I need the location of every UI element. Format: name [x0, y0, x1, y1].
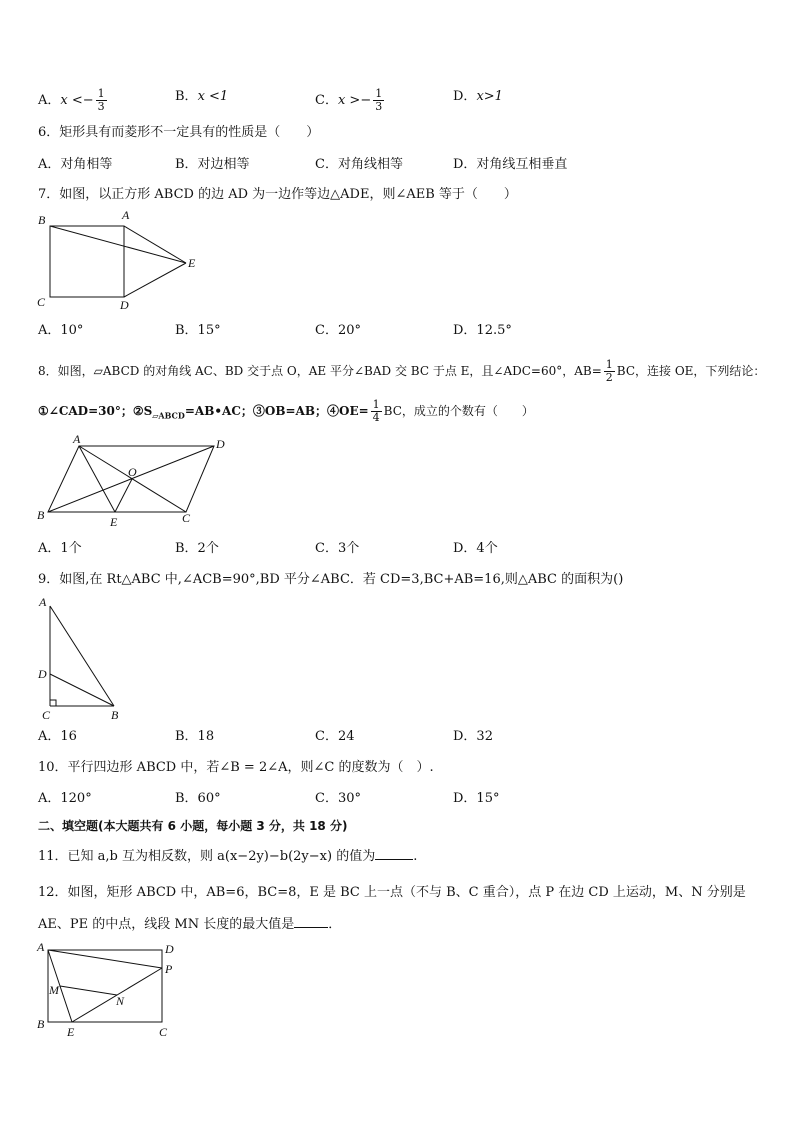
q9-figure — [34, 592, 134, 724]
q9-option-d: D．32 — [453, 729, 493, 744]
q8-option-d: D．4个 — [453, 541, 498, 556]
q7-label-a: A — [122, 208, 130, 222]
q10-option-c: C．30° — [315, 791, 361, 806]
q11-stem: 11．已知 a,b 互为相反数，则 a(x−2y)−b(2y−x) 的值为 . — [38, 849, 418, 864]
q7-stem: 7．如图，以正方形 ABCD 的边 AD 为一边作等边△ADE，则∠AEB 等于（ ） — [38, 187, 517, 202]
q7-label-e: E — [188, 256, 196, 270]
q7-option-c: C．20° — [315, 323, 361, 338]
q8-figure — [34, 432, 234, 532]
q8-label-o: O — [128, 465, 137, 479]
q10-option-b: B．60° — [175, 791, 221, 806]
q7-label-b: B — [38, 213, 46, 227]
q10-stem: 10．平行四边形 ABCD 中，若∠B = 2∠A，则∠C 的度数为（ ）. — [38, 760, 434, 775]
q9-stem: 9．如图,在 Rt△ABC 中,∠ACB=90°,BD 平分∠ABC．若 CD=3,BC+AB=16,则△ABC 的面积为() — [38, 572, 624, 587]
section-heading: 二、填空题(本大题共有 6 小题，每小题 3 分，共 18 分) — [38, 819, 348, 833]
q9-label-b: B — [111, 708, 119, 722]
q9-label-c: C — [42, 708, 51, 722]
q8-label-c: C — [182, 511, 191, 525]
q8-option-c: C．3个 — [315, 541, 360, 556]
q12-label-c: C — [159, 1025, 168, 1039]
q12-label-d: D — [165, 942, 174, 956]
q9-label-d: D — [38, 667, 47, 681]
q12-label-e: E — [67, 1025, 75, 1039]
q8-label-e: E — [110, 515, 118, 529]
q11-answer-blank[interactable] — [375, 847, 413, 860]
q5-option-d: D．x>1 — [453, 89, 503, 104]
q9-label-a: A — [39, 595, 47, 609]
q8-label-a: A — [73, 432, 81, 446]
q8-label-b: B — [37, 508, 45, 522]
q8-label-d: D — [216, 437, 225, 451]
q7-option-b: B．15° — [175, 323, 221, 338]
q7-option-d: D．12.5° — [453, 323, 512, 338]
q12-label-n: N — [116, 994, 125, 1008]
q5-option-b: B．x <1 — [175, 89, 229, 104]
q5-option-c: C．x >− $\frac{1}{3}$ — [315, 87, 383, 113]
q5-option-a: A．x <− $\frac{1}{3}$ — [38, 87, 105, 113]
q10-option-d: D．15° — [453, 791, 500, 806]
q6-option-a: A．对角相等 — [38, 157, 113, 172]
q8-conclusions: ①∠CAD=30°；$②S_{▱ABCD}=AB•AC$；③OB=AB；④OE= $\frac{1}{4}$ BC，成立的个数有（ ） — [38, 398, 534, 424]
q10-option-a: A．120° — [38, 791, 92, 806]
q6-stem: 6．矩形具有而菱形不一定具有的性质是（ ） — [38, 125, 320, 140]
q7-label-c: C — [37, 295, 46, 309]
q8-option-b: B．2个 — [175, 541, 219, 556]
q12-answer-blank[interactable] — [294, 915, 328, 928]
q12-stem-line1: 12．如图，矩形 ABCD 中，AB=6，BC=8，E 是 BC 上一点（不与 B、C 重合），点 P 在边 CD 上运动，M、N 分别是 — [38, 885, 746, 900]
q7-label-d: D — [120, 298, 129, 312]
q9-option-c: C．24 — [315, 729, 355, 744]
q9-option-b: B．18 — [175, 729, 215, 744]
q7-figure — [34, 208, 204, 314]
q8-stem: 8．如图，▱ABCD 的对角线 AC、BD 交于点 O，AE 平分∠BAD 交 BC 于点 E，且∠ADC=60°，AB= $\frac{1}{2}$ BC，连接 OE，下列结论： — [38, 358, 766, 384]
q12-label-a: A — [37, 940, 45, 954]
q6-option-b: B．对边相等 — [175, 157, 250, 172]
q9-option-a: A．16 — [38, 729, 77, 744]
q12-label-p: P — [165, 962, 173, 976]
q12-label-b: B — [37, 1017, 45, 1031]
q6-option-c: C．对角线相等 — [315, 157, 403, 172]
q7-option-a: A．10° — [38, 323, 84, 338]
q8-option-a: A．1个 — [38, 541, 82, 556]
q12-stem-line2: AE、PE 的中点，线段 MN 长度的最大值是 ． — [38, 917, 342, 932]
q12-figure — [34, 938, 184, 1042]
q6-option-d: D．对角线互相垂直 — [453, 157, 568, 172]
q12-label-m: M — [49, 983, 59, 997]
